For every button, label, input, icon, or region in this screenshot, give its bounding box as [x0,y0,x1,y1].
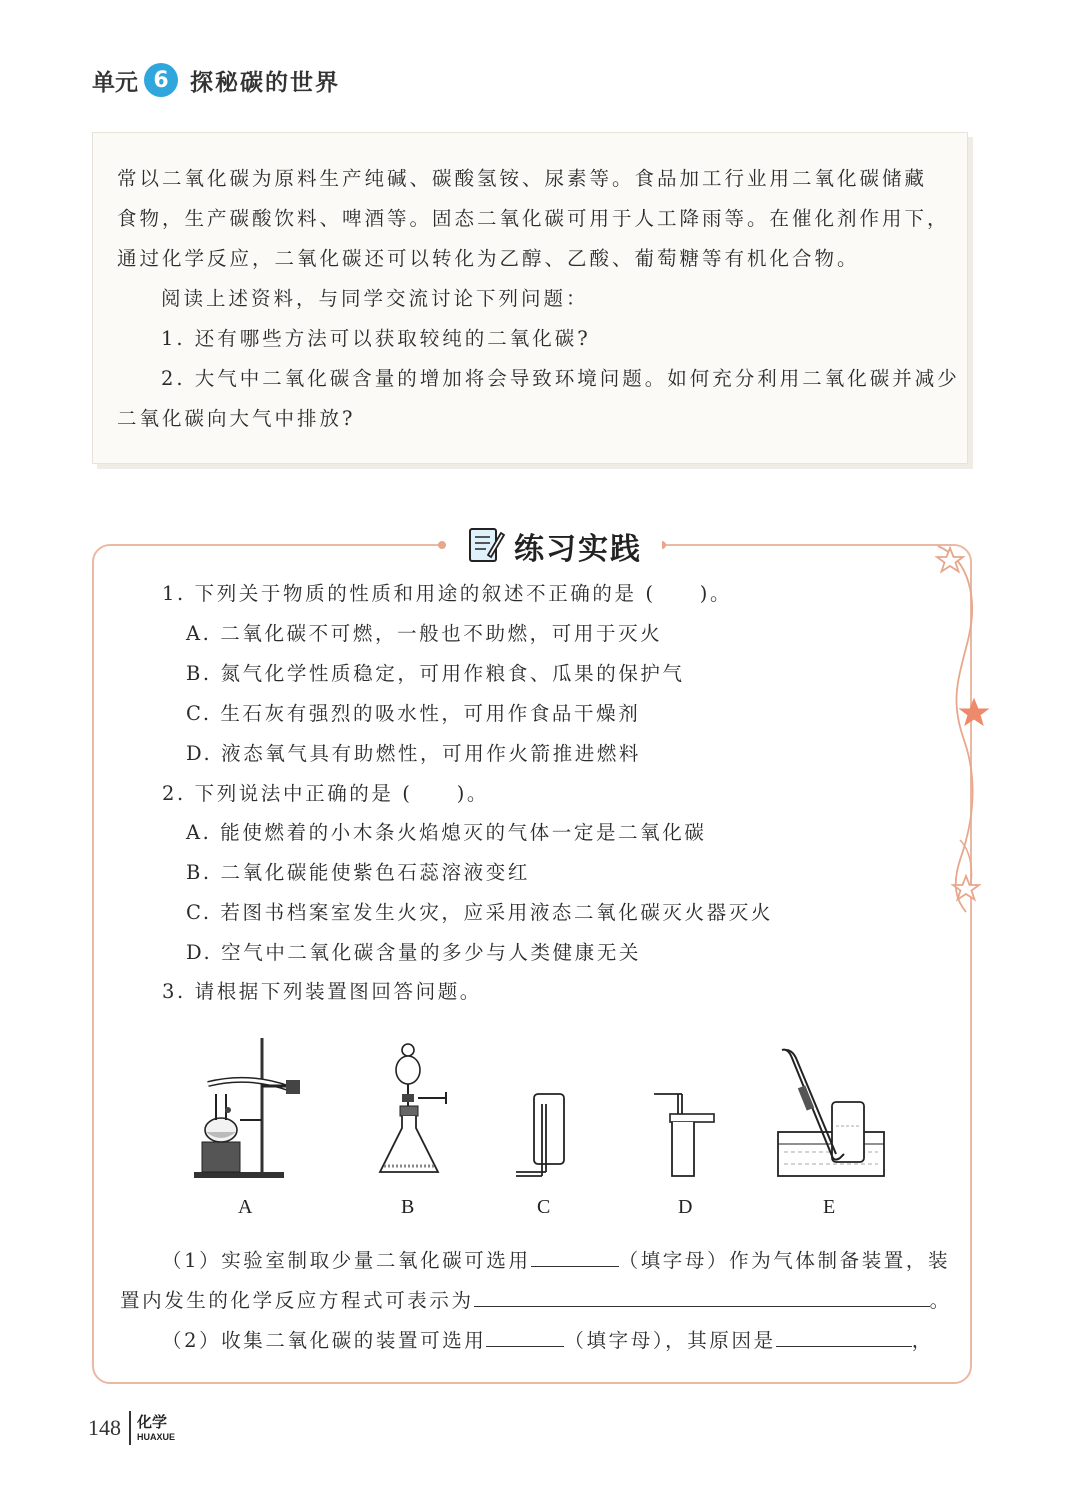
apparatus-b-drawing [374,1040,454,1180]
subject-label [137,1412,176,1442]
q2-option-c: C. 若图书档案室发生火灾，应采用液态二氧化碳灭火器灭火 [186,901,773,924]
q2-option-b: B. 二氧化碳能使紫色石蕊溶液变红 [186,861,530,884]
q3-sub1-text-c: 置内发生的化学反应方程式可表示为 [120,1289,474,1312]
q3-sub1-line2 [120,1285,952,1313]
reading-material-box [92,132,968,464]
answer-blank-device[interactable] [531,1248,619,1267]
q3-sub1-text-b: （填字母）作为气体制备装置，装 [618,1249,951,1272]
discussion-question-2: 2. 大气中二氧化碳含量的增加将会导致环境问题。如何充分利用二氧化碳并减少 [161,367,960,390]
page-footer [88,1408,175,1448]
star-vine-decoration [930,540,990,920]
subject-cn: 化学 [137,1412,168,1431]
answer-blank-reason[interactable] [776,1328,912,1347]
star-icon [937,548,963,572]
practice-title-text: 练习实践 [514,532,642,567]
page-number: 148 [88,1415,121,1440]
question-3-stem: 3. 请根据下列装置图回答问题。 [162,980,482,1003]
q3-sub2-line1 [162,1325,934,1353]
reading-prompt: 阅读上述资料，与同学交流讨论下列问题： [161,287,589,310]
reading-line: 常以二氧化碳为原料生产纯碱、碳酸氢铵、尿素等。食品加工行业用二氧化碳储藏 [117,167,928,190]
apparatus-e-drawing [774,1046,894,1182]
unit-label: 单元 [92,69,138,96]
apparatus-label-e: E [823,1196,836,1218]
footer-divider [129,1411,131,1445]
discussion-question-2-cont: 二氧化碳向大气中排放? [117,407,356,430]
apparatus-c-drawing [512,1090,572,1182]
q1-option-a: A. 二氧化碳不可燃，一般也不助燃，可用于灭火 [186,622,663,645]
answer-blank-equation[interactable] [474,1288,930,1307]
q1-option-c: C. 生石灰有强烈的吸水性，可用作食品干燥剂 [186,702,641,725]
subject-en: HUAXUE [137,1431,176,1442]
question-2-stem: 2. 下列说法中正确的是 ( )。 [162,782,490,805]
q3-sub1-end: 。 [929,1289,952,1312]
reading-line: 通过化学反应，二氧化碳还可以转化为乙醇、乙酸、葡萄糖等有机化合物。 [117,247,860,270]
q3-sub1-text-a: （1）实验室制取少量二氧化碳可选用 [162,1249,531,1272]
apparatus-label-d: D [678,1196,693,1218]
title-dot-left [438,541,446,549]
q3-sub2-end: ， [911,1329,934,1352]
q3-sub1-line1 [162,1245,950,1273]
q2-option-a: A. 能使燃着的小木条火焰熄灭的气体一定是二氧化碳 [186,821,707,844]
apparatus-a-drawing [188,1034,318,1184]
q1-option-d: D. 液态氧气具有助燃性，可用作火箭推进燃料 [186,742,642,765]
apparatus-d-drawing [652,1090,722,1182]
apparatus-label-b: B [401,1196,415,1218]
q2-option-d: D. 空气中二氧化碳含量的多少与人类健康无关 [186,941,642,964]
q3-sub2-text-b: （填字母），其原因是 [564,1329,776,1352]
q1-option-b: B. 氮气化学性质稳定，可用作粮食、瓜果的保护气 [186,662,685,685]
star-icon [960,699,988,725]
q3-sub2-text-a: （2）收集二氧化碳的装置可选用 [162,1329,487,1352]
apparatus-label-c: C [537,1196,551,1218]
unit-header [92,60,340,100]
notepad-pencil-icon [466,523,506,569]
unit-title: 探秘碳的世界 [190,69,340,96]
answer-blank-collector[interactable] [486,1328,564,1347]
apparatus-label-a: A [238,1196,253,1218]
reading-line: 食物，生产碳酸饮料、啤酒等。固态二氧化碳可用于人工降雨等。在催化剂作用下， [117,207,950,230]
practice-title [446,520,662,572]
discussion-question-1: 1. 还有哪些方法可以获取较纯的二氧化碳? [161,327,591,350]
unit-number-badge: 6 [144,63,178,97]
question-1-stem: 1. 下列关于物质的性质和用途的叙述不正确的是 ( )。 [162,582,733,605]
